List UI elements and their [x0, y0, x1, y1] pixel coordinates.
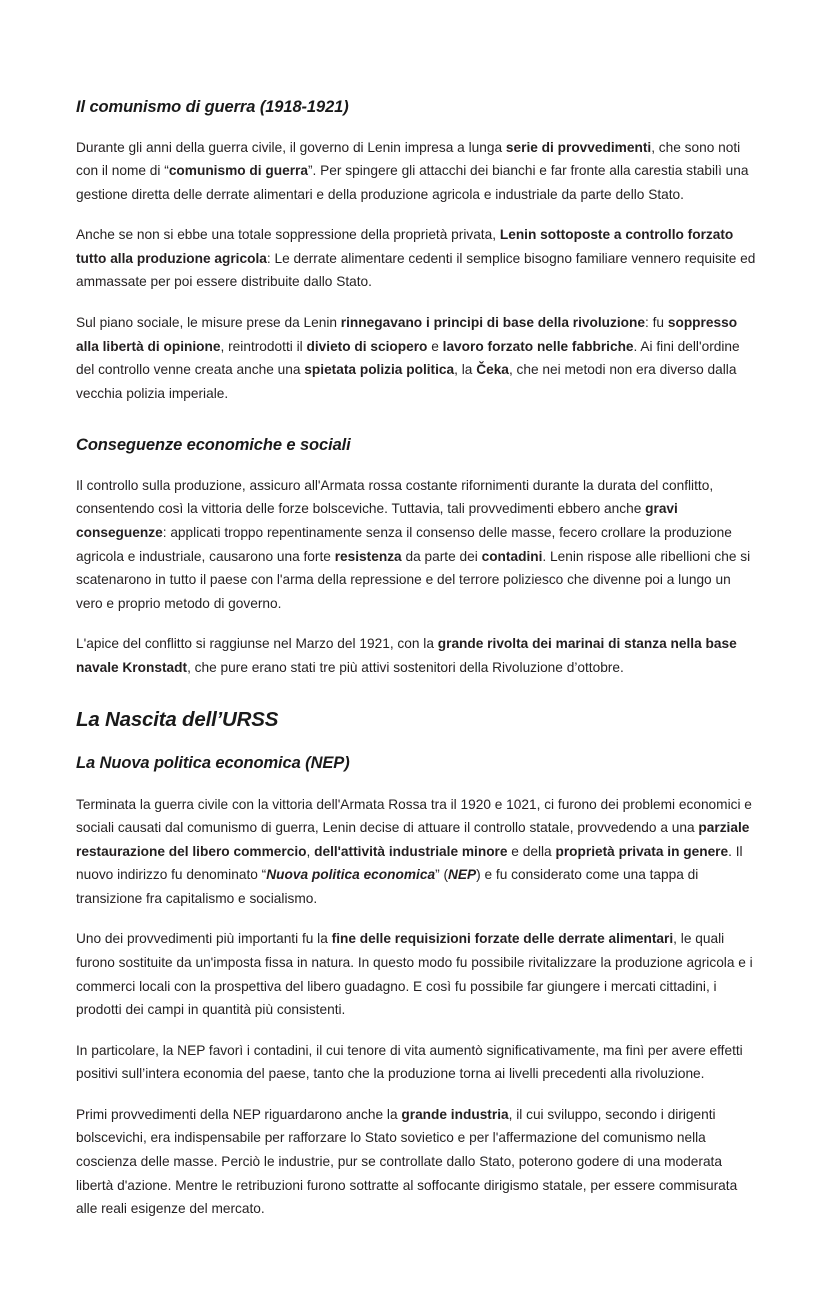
text-run: divieto di sciopero — [306, 338, 428, 354]
text-run: ) e fu considerato come una tappa di transizione fra capitalismo e socialismo. — [76, 867, 699, 906]
paragraph-p-terminata-guerra — [76, 793, 761, 911]
text-run: spietata polizia politica — [304, 362, 455, 378]
text-run: , il cui sviluppo, secondo i dirigenti bolscevichi, era indispensabile per rafforzare lo Stato sovietico e per l'affermazione del comunismo nella coscienza delle masse. Perciò le industrie, pur se controllate dallo Stato, poterono godere di una moderata libertà d'azione. Mentre le retribuzioni furono sottratte al soffocante dirigismo statale, per essere commisurata alle reali esigenze del mercato. — [76, 1106, 738, 1217]
text-run: gravi conseguenze — [76, 501, 678, 540]
paragraph-p-kronstadt — [76, 632, 761, 679]
text-run: : fu — [645, 315, 668, 330]
text-run: rinnegavano i principi di base della rivoluzione — [340, 315, 646, 330]
heading-conseguenze: Conseguenze economiche e sociali — [76, 436, 351, 455]
text-run: dell'attività industriale minore — [314, 843, 508, 859]
text-run: Il controllo sulla produzione, assicuro all'Armata rossa costante rifornimenti durante la durata del conflitto, consentendo così la vittoria delle forze bolsceviche. Tuttavia, tali provvedimenti ebbero anche — [76, 477, 714, 517]
text-run: Nuova politica economica — [266, 867, 436, 883]
text-run: Uno dei provvedimenti più importanti fu la — [76, 931, 332, 947]
text-run: fine delle requisizioni forzate delle derrate alimentari — [331, 931, 674, 947]
text-run: , — [306, 843, 315, 859]
text-run: parziale restaurazione del libero commercio — [76, 820, 750, 859]
text-run: proprietà privata in genere — [555, 843, 729, 859]
text-run: ”. Per spingere gli attacchi dei bianchi e far fronte alla carestia stabilì una gestione diretta delle derrate alimentari e della produzione agricola e industriale da parte dello Stato. — [76, 163, 749, 202]
text-run: , che nei metodi non era diverso dalla vecchia polizia imperiale. — [76, 362, 737, 401]
text-run: , che pure erano stati tre più attivi sostenitori della Rivoluzione d’ottobre. — [187, 659, 624, 675]
text-run: e della — [507, 843, 556, 859]
text-run: , che sono noti con il nome di “ — [76, 139, 741, 179]
text-run: : Le derrate alimentare cedenti il semplice bisogno familiare vennero requisite ed ammassate per poi essere distribuite dallo Stato. — [76, 250, 756, 290]
text-run: e — [427, 338, 443, 354]
text-run: Lenin sottoposte a controllo forzato tutto alla produzione agricola — [76, 227, 734, 266]
heading-comunismo-di-guerra: Il comunismo di guerra (1918-1921) — [76, 98, 349, 116]
heading-nascita-urss: La Nascita dell’URSS — [76, 708, 279, 732]
text-run: . Lenin rispose alle ribellioni che si scatenarono in tutto il paese con l'arma della repressione e del terrore poliziesco che divenne poi a lungo un vero e proprio metodo di governo. — [76, 548, 751, 611]
text-run: In particolare, la NEP favorì i contadini, il cui tenore di vita aumentò significativamente, ma finì per avere effetti positivi sull’intera economia del paese, tanto che la produzione torna ai livelli precedenti alla rivoluzione. — [76, 1042, 743, 1082]
text-run: lavoro forzato nelle fabbriche — [442, 338, 634, 354]
paragraph-p-requisizioni — [76, 927, 761, 1021]
text-run: L'apice del conflitto si raggiunse nel Marzo del 1921, con la — [76, 636, 438, 652]
text-run: . Il nuovo indirizzo fu denominato “ — [76, 843, 743, 883]
text-run: Čeka — [476, 362, 509, 378]
heading-nep: La Nuova politica economica (NEP) — [76, 754, 350, 772]
text-run: comunismo di guerra — [168, 163, 308, 179]
text-run: grande rivolta dei marinai di stanza nella base navale Kronstadt — [76, 636, 737, 675]
text-run: grande industria — [401, 1106, 509, 1122]
text-run: Durante gli anni della guerra civile, il governo di Lenin impresa a lunga — [76, 139, 506, 155]
paragraph-p-proprieta-privata — [76, 223, 761, 294]
text-run: : applicati troppo repentinamente senza il consenso delle masse, fecero crollare la produzione agricola e industriale, causarono una forte — [76, 525, 732, 564]
paragraph-p-contadini — [76, 1039, 761, 1086]
text-run: , la — [454, 362, 477, 378]
text-run: Primi provvedimenti della NEP riguardarono anche la — [76, 1106, 402, 1122]
paragraph-p-controllo-produzione — [76, 474, 761, 615]
text-run: da parte dei — [401, 548, 482, 564]
text-run: Anche se non si ebbe una totale soppressione della proprietà privata, — [76, 227, 500, 243]
text-run: ” ( — [435, 867, 448, 883]
text-run: resistenza — [334, 548, 402, 564]
text-run: soppresso alla libertà di opinione — [76, 315, 738, 354]
text-run: NEP — [448, 867, 477, 883]
paragraph-p-grande-industria — [76, 1103, 761, 1221]
text-run: , le quali furono sostituite da un'imposta fissa in natura. In questo modo fu possibile rivitalizzare la produzione agricola e i commerci locali con la prospettiva del libero guadagno. E così fu possibile far giungere i mercati cittadini, i prodotti dei campi in quantità più consistenti. — [76, 931, 753, 1018]
paragraph-p-guerra-civile — [76, 136, 761, 207]
text-run: . Ai fini dell'ordine del controllo venne creata anche una — [76, 338, 740, 378]
document-body — [76, 97, 761, 1221]
text-run: contadini — [481, 548, 543, 564]
text-run: Sul piano sociale, le misure prese da Lenin — [76, 315, 341, 330]
text-run: , reintrodotti il — [220, 338, 307, 354]
text-run: Terminata la guerra civile con la vittoria dell'Armata Rossa tra il 1920 e 1021, ci furono dei problemi economici e sociali causati dal comunismo di guerra, Lenin decise di attuare il controllo statale, provvedendo a una — [76, 796, 752, 836]
text-run: serie di provvedimenti — [505, 139, 652, 155]
paragraph-p-piano-sociale — [76, 311, 761, 405]
